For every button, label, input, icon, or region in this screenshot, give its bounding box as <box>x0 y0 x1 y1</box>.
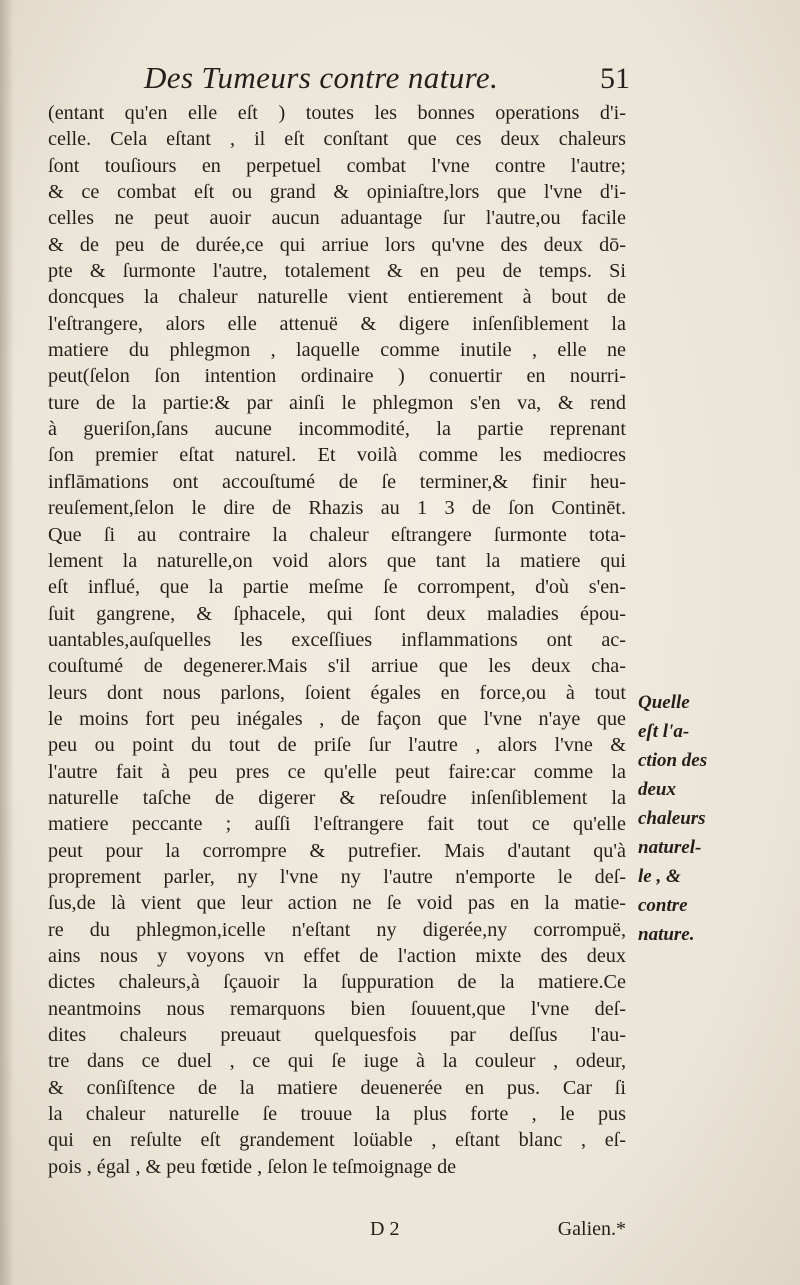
margin-note-line: le , & <box>638 866 681 887</box>
text-line: lement la naturelle,on void alors que tant la matiere qui <box>48 549 626 572</box>
text-line: peut(ſelon ſon intention ordinaire ) conuertir en nourri- <box>48 365 626 388</box>
margin-note-line: chaleurs <box>638 808 706 829</box>
text-line: eſt influé, que la partie meſme ſe corrompent, d'où s'en- <box>48 576 626 599</box>
text-line: le moins fort peu inégales , de façon que l'vne n'aye que <box>48 707 626 730</box>
text-line: à gueriſon,ſans aucune incommodité, la partie reprenant <box>48 418 626 441</box>
page-header <box>40 60 630 100</box>
text-line: dites chaleurs preuaut quelquesfois par deſſus l'au- <box>48 1024 626 1047</box>
text-line: celles ne peut auoir aucun aduantage ſur l'autre,ou facile <box>48 207 626 230</box>
text-line: dictes chaleurs,à ſçauoir la ſuppuration de la matiere.Ce <box>48 971 626 994</box>
text-line: ains nous y voyons vn effet de l'action mixte des deux <box>48 945 626 967</box>
page-number: 51 <box>600 62 630 95</box>
text-line: & de peu de durée,ce qui arriue lors qu'vne des deux dō- <box>48 233 626 256</box>
text-line: ture de la partie:& par ainſi le phlegmon s'en va, & rend <box>48 391 626 414</box>
text-line: ſus,de là vient que leur action ne ſe void pas en la matie- <box>48 892 626 915</box>
text-line: tre dans ce duel , ce qui ſe iuge à la couleur , odeur, <box>48 1050 626 1073</box>
signature-mark: D 2 <box>370 1218 400 1240</box>
margin-note-line: nature. <box>638 924 695 945</box>
text-line: Que ſi au contraire la chaleur eſtrangere ſurmonte tota- <box>48 523 626 546</box>
margin-note <box>638 688 758 949</box>
body-text <box>48 100 626 1180</box>
text-line: & conſiſtence de la matiere deuenerée en pus. Car ſi <box>48 1076 626 1099</box>
margin-note-line: contre <box>638 895 688 916</box>
text-line: ſon premier eſtat naturel. Et voilà comme les mediocres <box>48 444 626 467</box>
catchword: Galien.* <box>557 1218 626 1240</box>
text-line: l'eſtrangere, alors elle attenuë & digere inſenſiblement la <box>48 312 626 335</box>
text-line: doncques la chaleur naturelle vient entierement à bout de <box>48 286 626 309</box>
binding-shadow <box>0 0 14 1285</box>
text-line: la chaleur naturelle ſe trouue la plus forte , le pus <box>48 1103 626 1126</box>
text-line: inflāmations ont accouſtumé de ſe terminer,& finir heu- <box>48 470 626 493</box>
page-footer <box>48 1218 626 1248</box>
text-line: & ce combat eſt ou grand & opiniaſtre,lors que l'vne d'i- <box>48 181 626 204</box>
text-line: neantmoins nous remarquons bien ſouuent,que l'vne deſ- <box>48 997 626 1020</box>
text-line: re du phlegmon,icelle n'eſtant ny digerée,ny corrompuë, <box>48 918 626 941</box>
margin-note-line: Quelle <box>638 692 690 713</box>
text-line: ſont touſiours en perpetuel combat l'vne contre l'autre; <box>48 154 626 177</box>
text-line: leurs dont nous parlons, ſoient égales en force,ou à tout <box>48 681 626 704</box>
text-line: matiere peccante ; auſſi l'eſtrangere fait tout ce qu'elle <box>48 813 626 836</box>
running-title: Des Tumeurs contre nature. <box>144 60 499 95</box>
text-line: peut pour la corrompre & putrefier. Mais d'autant qu'à <box>48 839 626 862</box>
text-line: proprement parler, ny l'vne ny l'autre n'emporte le deſ- <box>48 865 626 888</box>
text-line: (entant qu'en elle eſt ) toutes les bonnes operations d'i- <box>48 102 626 124</box>
text-line: celle. Cela eſtant , il eſt conſtant que ces deux chaleurs <box>48 128 626 151</box>
text-line: peu ou point du tout de priſe ſur l'autre , alors l'vne & <box>48 734 626 757</box>
margin-note-line: deux <box>638 779 676 800</box>
text-line: uantables,auſquelles les exceſſiues inflammations ont ac- <box>48 628 626 651</box>
text-line: ſuit gangrene, & ſphacele, qui ſont deux maladies épou- <box>48 602 626 625</box>
text-line: reuſement,ſelon le dire de Rhazis au 1 3 de ſon Continēt. <box>48 497 626 520</box>
text-line: pte & ſurmonte l'autre, totalement & en peu de temps. Si <box>48 260 626 283</box>
margin-note-line: ction des <box>638 750 708 771</box>
margin-note-line: eſt l'a- <box>638 721 690 742</box>
text-line: l'autre fait à peu pres ce qu'elle peut faire:car comme la <box>48 760 626 783</box>
text-line: qui en reſulte eſt grandement loüable , eſtant blanc , eſ- <box>48 1129 626 1152</box>
text-line: matiere du phlegmon , laquelle comme inutile , elle ne <box>48 339 626 362</box>
text-line: pois , égal , & peu fœtide , ſelon le teſmoignage de <box>48 1155 457 1178</box>
text-line: naturelle taſche de digerer & reſoudre inſenſiblement la <box>48 786 626 809</box>
text-line: couſtumé de degenerer.Mais s'il arriue que les deux cha- <box>48 655 626 678</box>
margin-note-line: naturel- <box>638 837 702 858</box>
